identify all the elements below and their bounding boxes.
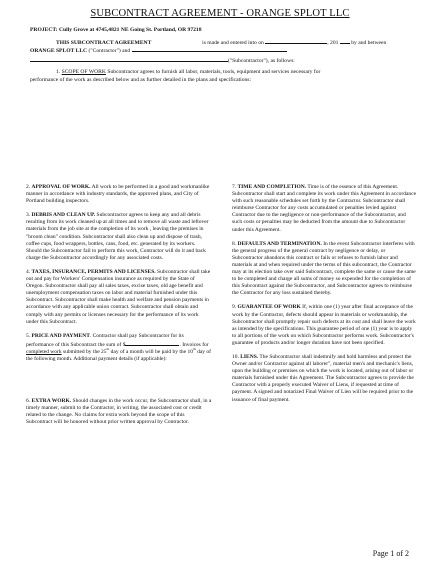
contractor-role: ("Contractor") and <box>88 48 131 54</box>
price-text-1: . Contractor shall pay Subcontractor for its performance of this Subcontract the sum of <box>26 332 184 348</box>
left-section <box>26 184 212 205</box>
section-number: 8. <box>232 240 237 247</box>
price-sup-1: th <box>106 347 110 352</box>
right-section <box>232 241 417 298</box>
price-completed-work: completed work <box>26 348 62 355</box>
project-address: Cully Grove at 4745,4821 NE Going St. Portland, OR 97218 <box>58 27 202 33</box>
section-number: 2. <box>26 184 31 190</box>
price-number: 5. <box>26 332 31 339</box>
intro-year: , 201 <box>327 40 339 46</box>
intro-line-3 <box>30 56 295 65</box>
section-body: All work to be performed in a good and workmanlike manner in accordance with industry standards, the approved plans, and City of Portland building inspectors. <box>26 184 210 205</box>
scope-line-2 <box>30 77 251 84</box>
extra-body: Should changes in the work occur, the Subcontractor shall, in a timely manner, submit to the Contractor, in writing, the associated cost or credit related to the change. No claims for extra work beyond the scope of this Subcontract will be honored without prior written approval by Contractor. <box>26 398 212 426</box>
scope-number: 1. <box>56 69 62 75</box>
price-heading: PRICE AND PAYMENT <box>31 332 90 339</box>
section-body: Subcontractor shall take out and pay for Workers' Compensation insurance as required by the State of Oregon. Subcontractor shall pay all sales taxes, excise taxes, old age benefit and unemployment compensation taxes on labor and material furnished under this Subcontract. Subcontractor shall make health and welfare and pension payments in accordance with any applicable union contract. Subcontractor shall obtain and comply with any permits or licenses necessary for the performance of its work under this Subcontract. <box>26 268 211 325</box>
section-body: If, within one (1) year after final acceptance of the work by the Contractor, defects should appear in materials or workmanship, the Subcontractor shall promptly repair such defects at its cost and shall leave the work as intended by the specifications. This guarantee period of one (1) year is to apply to all portions of the work on which Subcontractor performs work. Subcontractor's guarantee of products and/or longer duration have not been specified. <box>232 304 416 346</box>
price-text-5: day of a month will be paid by the 10 <box>110 348 193 355</box>
section-heading: TAXES, INSURANCE, PERMITS AND LICENSES. <box>31 268 156 275</box>
section-heading: DEFAULTS AND TERMINATION. <box>237 240 322 247</box>
scope-heading: SCOPE OF WORK <box>61 69 106 75</box>
left-section <box>26 269 212 326</box>
date-blank <box>265 38 327 44</box>
project-line <box>30 27 202 34</box>
subcontractor-address-blank <box>30 56 228 62</box>
price-amount-blank <box>122 340 179 348</box>
right-section <box>232 304 417 347</box>
section-number: 7. <box>232 184 237 190</box>
section-number: 4. <box>26 268 31 275</box>
left-section <box>26 212 212 262</box>
scope-line-1 <box>56 69 320 76</box>
extra-heading: EXTRA WORK. <box>31 398 72 405</box>
page-number: Page 1 of 2 <box>372 549 409 558</box>
section-number: 3. <box>26 212 31 219</box>
section-body: Subcontractor agrees to keep any and all debris resulting from its work cleaned up at all times and to remove all waste and leftover materials from the job site at the completion of its work , leaving the premises in "broom clean" condition. Subcontractor shall also clean up and dispose of trash, coffee cups, food wrappers, bottles, cans, food, etc. generated by its workers. Should the Subcontractor fail to perform this work, Contractor will do it and back charge the Subcontractor accordingly for any associated costs. <box>26 212 209 261</box>
document-title: SUBCONTRACT AGREEMENT - ORANGE SPLOT LLC <box>90 8 350 19</box>
section-heading: GUARANTEE OF WORK <box>237 304 301 311</box>
section-extra-work <box>26 398 212 426</box>
intro-between-text: by and between <box>351 40 387 46</box>
project-label: PROJECT: <box>30 27 58 33</box>
left-column <box>26 184 212 433</box>
section-body: The Subcontractor shall indemnify and hold harmless and protect the Owner and/or Contractor against all laborer", material men's and mechanic's liens, upon the building or premises on which the work is located, arising out of labor or materials furnished under this Agreement. The Subcontractor agrees to provide the Contractor with a properly executed Waiver of Liens, if requested at time of payment. A signed and notarized Final Waiver of Lien will be required prior to the issuance of final payment. <box>232 353 414 403</box>
section-body: Time is of the essence of this Agreement. Subcontractor shall start and complete its work under this Agreement in accordance with such reasonable schedules set forth by the Contractor. Subcontractor shall reimburse Contractor for any costs accumulated or penalties levied against Contractor due to the negligence or non-performance of the Subcontractor, and such costs or penalties may be deducted from the amount due to Subcontractor under this Agreement. <box>232 184 417 233</box>
section-body: In the event Subcontractor interferes with the general progress of the general contract by negligence or delay, or Subcontractor abandons this contract or fails or refuses to furnish labor and materials at and when required under the terms of this subcontract, the Contractor may at its election take over said Subcontract, complete the same or cause the same to be completed and charge all sums of money so expended for the completion of this Subcontract against the Subcontractor, and Subcontractor agrees to reimburse the Contractor for any loss sustained thereby. <box>232 240 416 297</box>
section-price-payment <box>26 333 212 391</box>
price-text-6: day of the following month. Additional payment details (if applicable): <box>26 348 211 362</box>
section-heading: TIME AND COMPLETION. <box>237 184 307 190</box>
section-heading: APPROVAL OF WORK. <box>31 184 91 190</box>
price-dollar: $ <box>122 341 126 348</box>
price-text-3: . Invoices for <box>179 341 209 348</box>
scope-text-2: performance of the work as described below and as further detailed in the plans and specifications: <box>30 77 252 83</box>
contractor-name: ORANGE SPLOT LLC <box>30 48 88 54</box>
intro-entered-text: is made and entered into on <box>202 40 264 46</box>
right-section <box>232 184 417 234</box>
section-heading: LIENS. <box>240 353 259 360</box>
section-heading: DEBRIS AND CLEAN UP. <box>31 212 96 219</box>
price-text-4: submitted by the 25 <box>62 348 107 355</box>
subcontractor-role: ("Subcontractor"), as follows: <box>228 58 295 64</box>
subcontractor-name-blank <box>132 46 287 52</box>
year-blank <box>340 38 350 44</box>
section-number: 10. <box>232 353 239 360</box>
right-section <box>232 354 417 404</box>
intro-agreement-label: THIS SUBCONTRACT AGREEMENT <box>56 40 152 46</box>
scope-text-1: Subcontractor agrees to furnish all labor, materials, tools, equipment and services necessary for <box>107 69 321 75</box>
extra-number: 6. <box>26 398 31 405</box>
price-sup-2: th <box>192 347 196 352</box>
right-column <box>232 184 417 411</box>
intro-line-2 <box>30 46 287 55</box>
section-number: 9. <box>232 304 237 311</box>
